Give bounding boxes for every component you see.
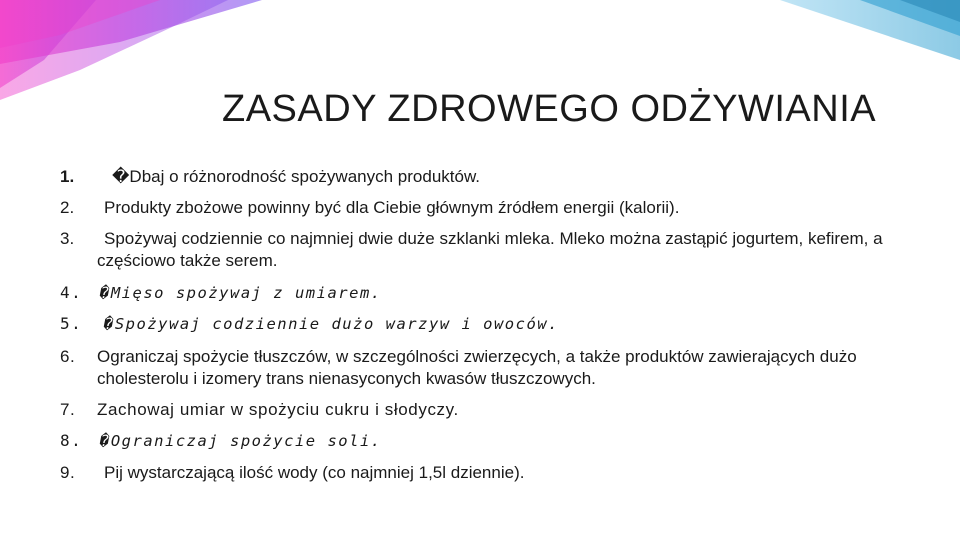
item-text: Ograniczaj spożycie tłuszczów, w szczególności zwierzęcych, a także produktów zawierających dużo cholesterolu i izomery trans nienasyconych kwasów tłuszczowych. xyxy=(97,347,857,388)
item-number: 5. xyxy=(60,314,83,333)
item-number: 8. xyxy=(60,431,83,450)
item-number: 4. xyxy=(60,283,83,302)
item-text: �Mięso spożywaj z umiarem. xyxy=(100,284,382,302)
item-number: 3. xyxy=(60,229,75,248)
item-text: �Spożywaj codziennie dużo warzyw i owoców. xyxy=(104,315,559,333)
item-text: �Dbaj o różnorodność spożywanych produktów. xyxy=(112,167,481,186)
item-text: Produkty zbożowe powinny być dla Ciebie głównym źródłem energii (kalorii). xyxy=(104,198,680,217)
item-text: Spożywaj codziennie co najmniej dwie duże szklanki mleka. Mleko można zastąpić jogurtem, kefirem, a częściowo także serem. xyxy=(97,229,883,270)
item-text: Zachowaj umiar w spożyciu cukru i słodyczy. xyxy=(97,400,459,419)
item-number: 9. xyxy=(60,463,76,482)
item-text: Pij wystarczającą ilość wody (co najmniej 1,5l dziennie). xyxy=(104,463,525,482)
item-number: 1. xyxy=(60,167,75,186)
item-number: 2. xyxy=(60,198,75,217)
item-number: 6. xyxy=(60,347,76,366)
item-number: 7. xyxy=(60,400,76,419)
slide-title: ZASADY ZDROWEGO ODŻYWIANIA xyxy=(222,88,877,130)
item-text: �Ograniczaj spożycie soli. xyxy=(100,432,382,450)
